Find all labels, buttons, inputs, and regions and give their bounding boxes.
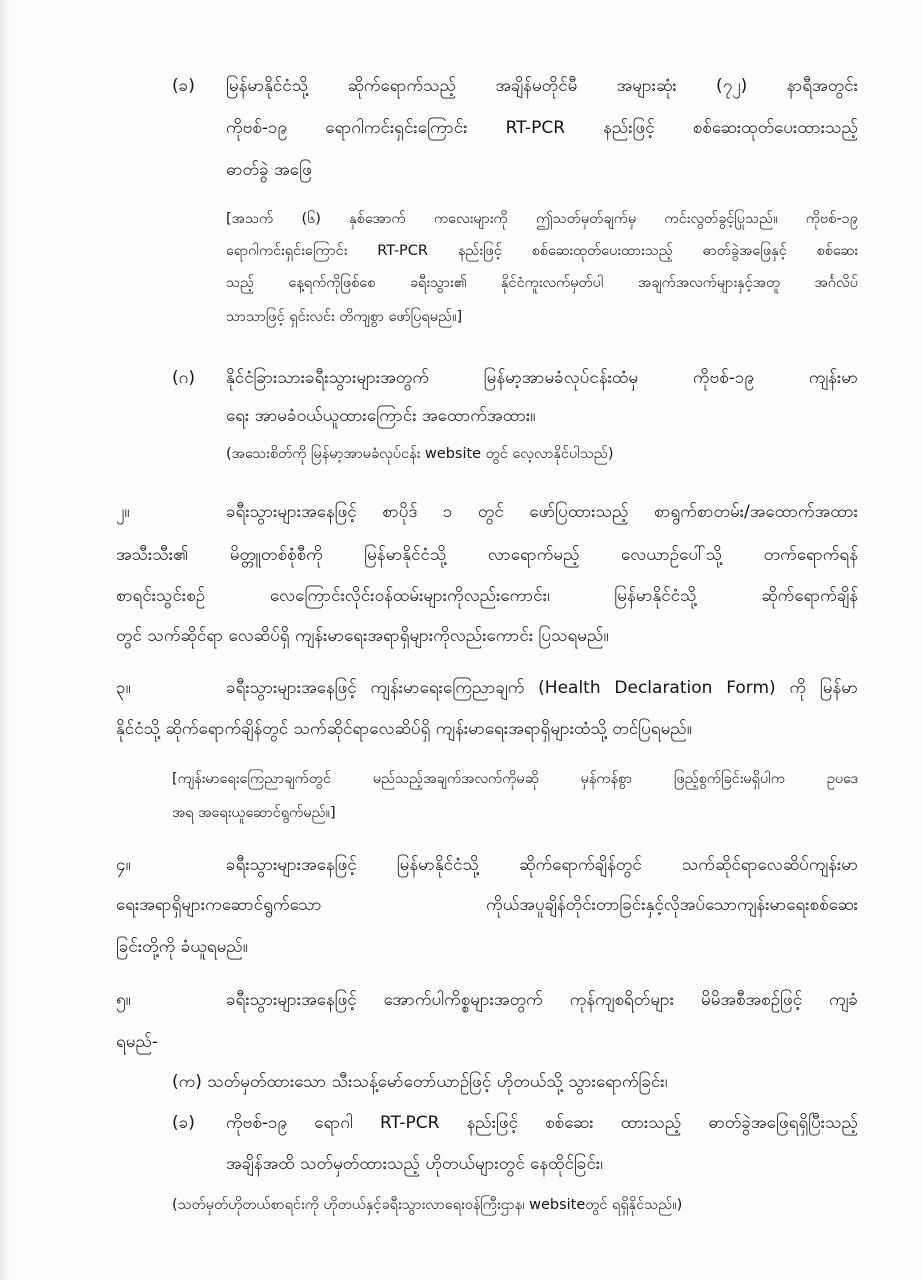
para-2-line-2: အသီးသီး၏ မိတ္တူတစ်စုံစီကို မြန်မာနိုင်ငံသို့ လာရောက်မည့် လေယာဉ်ပေါ်သို့ တက်ရောက်ရန် [116, 545, 858, 565]
para-2-line-4: တွင် သက်ဆိုင်ရာ လေဆိပ်ရှိ ကျန်းမာရေးအရာရှိများကိုလည်းကောင်း ပြသရမည်။ [116, 626, 609, 646]
item-ga-line-2: ရေး အာမခံဝယ်ယူထားကြောင်း အထောက်အထား။ [226, 406, 536, 426]
para-2-line-3: စာရင်းသွင်းစဉ် လေကြောင်းလိုင်းဝန်ထမ်းများကိုလည်းကောင်း၊ မြန်မာနိုင်ငံသို့ ဆိုက်ရောက်ချိန် [116, 586, 858, 606]
para-3-note-line-1: [ကျန်းမာရေးကြေညာချက်တွင် မည်သည့်အချက်အလက်ကိုမဆို မှန်ကန်စွာ ဖြည့်စွက်ခြင်းမရှိပါက ဥပဒေ [172, 771, 858, 787]
item-kha-note-line-3: သည့် နေ့ရက်ကိုဖြစ်စေ ခရီးသွား၏ နိုင်ငံကူးလက်မှတ်ပါ အချက်အလက်များနှင့်အတူ အင်္ဂလိပ် [226, 275, 858, 291]
para-5-sub-kha-line-2: အချိန်အထိ သတ်မှတ်ထားသည့် ဟိုတယ်များတွင် နေထိုင်ခြင်း၊ [226, 1154, 603, 1174]
para-4-line-2: ရေးအရာရှိများကဆောင်ရွက်သော ကိုယ်အပူချိန်တိုင်းတာခြင်းနှင့်လိုအပ်သောကျန်းမာရေးစစ်ဆေး [116, 895, 858, 915]
item-kha-line-3: ဓာတ်ခွဲ အဖြေ [226, 160, 312, 180]
para-5-marker: ၅။ [116, 990, 131, 1010]
item-kha-marker: (ခ) [172, 76, 195, 96]
para-5-note: (သတ်မှတ်ဟိုတယ်စာရင်းကို ဟိုတယ်နှင့်ခရီးသွားလာရေးဝန်ကြီးဌာန၊ websiteတွင် ရရှိနိုင်သည်။) [172, 1197, 683, 1213]
item-kha-line-1: မြန်မာနိုင်ငံသို့ ဆိုက်ရောက်သည့် အချိန်မတိုင်မီ အများဆုံး (၇၂) နာရီအတွင်း [226, 76, 858, 96]
item-ga-note: (အသေးစိတ်ကို မြန်မာ့အာမခံလုပ်ငန်း website တွင် လေ့လာနိုင်ပါသည်) [226, 446, 614, 462]
para-4-line-3: ခြင်းတို့ကို ခံယူရမည်။ [116, 937, 248, 957]
para-5-line-2: ရမည်- [116, 1032, 159, 1052]
item-kha-note-line-1: [အသက် (၆) နှစ်အောက် ကလေးများကို ဤသတ်မှတ်ချက်မှ ကင်းလွတ်ခွင့်ပြုသည်။ ကိုဗစ်-၁၉ [226, 211, 858, 227]
item-kha-note-line-4: သာသာဖြင့် ရှင်းလင်း တိကျစွာ ဖော်ပြရမည်။] [226, 309, 463, 325]
para-3-marker: ၃။ [116, 678, 131, 698]
para-3-line-1: ခရီးသွားများအနေဖြင့် ကျန်းမာရေးကြေညာချက် (Health Declaration Form) ကို မြန်မာ [226, 678, 858, 698]
para-5-sub-kha-line-1: ကိုဗစ်-၁၉ ရောဂါ RT-PCR နည်းဖြင့် စစ်ဆေး ထားသည့် ဓာတ်ခွဲအဖြေရရှိပြီးသည့် [226, 1113, 858, 1133]
para-5-sub-ka: (က) သတ်မှတ်ထားသော သီးသန့်မော်တော်ယာဉ်ဖြင့် ဟိုတယ်သို့ သွားရောက်ခြင်း၊ [172, 1072, 668, 1092]
page-edge-shadow [0, 0, 10, 1280]
para-3-note-line-2: အရ အရေးယူဆောင်ရွက်မည်။] [172, 805, 336, 821]
item-kha-line-2: ကိုဗစ်-၁၉ ရောဂါကင်းရှင်းကြောင်း RT-PCR နည်းဖြင့် စစ်ဆေးထုတ်ပေးထားသည့် [226, 118, 858, 138]
item-ga-marker: (ဂ) [172, 368, 195, 388]
para-3-line-2: နိုင်ငံသို့ ဆိုက်ရောက်ချိန်တွင် သက်ဆိုင်ရာလေဆိပ်ရှိ ကျန်းမာရေးအရာရှိများထံသို့ တင်ပြရမည်။ [116, 719, 692, 739]
para-4-line-1: ခရီးသွားများအနေဖြင့် မြန်မာနိုင်ငံသို့ ဆိုက်ရောက်ချိန်တွင် သက်ဆိုင်ရာလေဆိပ်ကျန်းမာ [226, 855, 858, 875]
para-2-marker: ၂။ [116, 502, 130, 522]
item-kha-note-line-2: ရောဂါကင်းရှင်းကြောင်း RT-PCR နည်းဖြင့် စစ်ဆေးထုတ်ပေးထားသည့် ဓာတ်ခွဲအဖြေနှင့် စစ်ဆေး [226, 243, 858, 259]
item-ga-line-1: နိုင်ငံခြားသားခရီးသွားများအတွက် မြန်မာ့အာမခံလုပ်ငန်းထံမှ ကိုဗစ်-၁၉ ကျန်းမာ [226, 368, 858, 388]
para-2-line-1: ခရီးသွားများအနေဖြင့် စာပိုဒ် ၁ တွင် ဖော်ပြထားသည့် စာရွက်စာတမ်း/အထောက်အထား [226, 502, 858, 522]
para-4-marker: ၄။ [116, 855, 131, 875]
para-5-line-1: ခရီးသွားများအနေဖြင့် အောက်ပါကိစ္စများအတွက် ကုန်ကျစရိတ်များ မိမိအစီအစဉ်ဖြင့် ကျခံ [226, 990, 858, 1010]
para-5-sub-kha-marker: (ခ) [172, 1113, 195, 1133]
